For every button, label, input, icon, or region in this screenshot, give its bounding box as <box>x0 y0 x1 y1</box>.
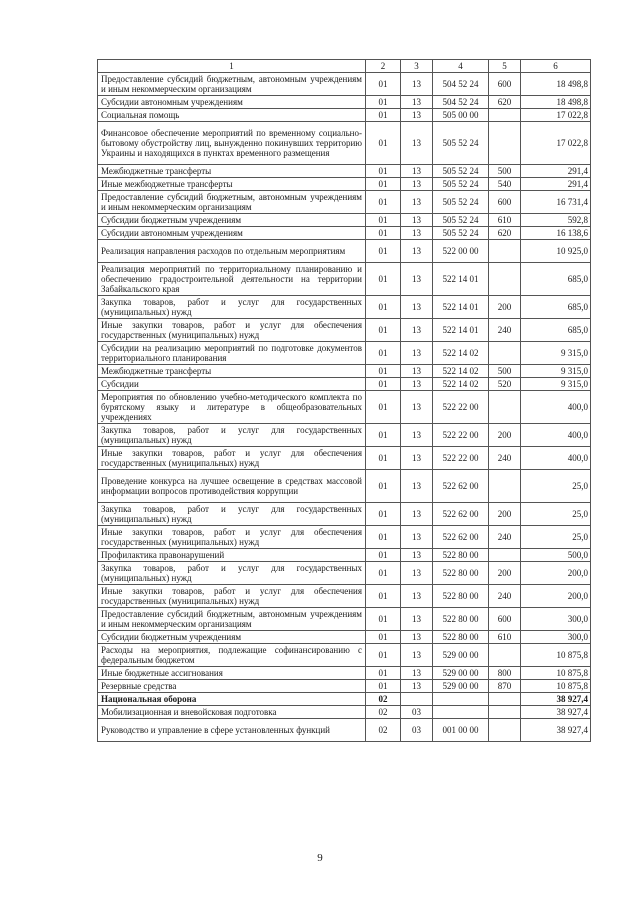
amount-cell: 16 731,4 <box>521 191 591 214</box>
amount-cell: 200,0 <box>521 562 591 585</box>
row-name-cell: Иные закупки товаров, работ и услуг для обеспечения государственных (муниципальных) нужд <box>98 319 366 342</box>
table-row <box>98 447 591 470</box>
target-article-cell: 522 62 00 <box>433 526 489 549</box>
section-code-cell: 02 <box>366 706 401 719</box>
expense-type-cell <box>489 549 521 562</box>
section-code-cell: 02 <box>366 719 401 742</box>
row-name-cell: Мероприятия по обновлению учебно-методического комплекта по бурятскому языку и литературе в общеобразовательных учреждениях <box>98 391 366 424</box>
amount-cell: 592,8 <box>521 214 591 227</box>
table-row <box>98 549 591 562</box>
subsection-code-cell: 13 <box>401 562 433 585</box>
amount-cell: 17 022,8 <box>521 109 591 122</box>
row-name-cell: Реализация мероприятий по территориальному планированию и обеспечению градостроительной деятельности на территории Забайкальского края <box>98 263 366 296</box>
expense-type-cell: 600 <box>489 191 521 214</box>
amount-cell: 685,0 <box>521 296 591 319</box>
subsection-code-cell: 13 <box>401 109 433 122</box>
amount-cell: 25,0 <box>521 470 591 503</box>
section-code-cell: 01 <box>366 240 401 263</box>
amount-cell: 685,0 <box>521 319 591 342</box>
target-article-cell: 529 00 00 <box>433 680 489 693</box>
subsection-code-cell: 13 <box>401 227 433 240</box>
subsection-code-cell: 13 <box>401 378 433 391</box>
amount-cell: 400,0 <box>521 447 591 470</box>
amount-cell: 400,0 <box>521 391 591 424</box>
expense-type-cell <box>489 122 521 165</box>
section-code-cell: 01 <box>366 178 401 191</box>
row-name-cell: Субсидии автономным учреждениям <box>98 227 366 240</box>
amount-cell: 25,0 <box>521 503 591 526</box>
target-article-cell: 504 52 24 <box>433 73 489 96</box>
row-name-cell: Предоставление субсидий бюджетным, автономным учреждениям и иным некоммерческим организациям <box>98 191 366 214</box>
expense-type-cell: 500 <box>489 165 521 178</box>
subsection-code-cell: 13 <box>401 608 433 631</box>
amount-cell: 38 927,4 <box>521 693 591 706</box>
section-code-cell: 01 <box>366 378 401 391</box>
section-code-cell: 01 <box>366 424 401 447</box>
target-article-cell: 522 80 00 <box>433 631 489 644</box>
table-row <box>98 680 591 693</box>
expense-type-cell <box>489 391 521 424</box>
subsection-code-cell: 13 <box>401 585 433 608</box>
row-name-cell: Предоставление субсидий бюджетным, автономным учреждениям и иным некоммерческим организациям <box>98 608 366 631</box>
row-name-cell: Финансовое обеспечение мероприятий по временному социально-бытовому обустройству лиц, вынужденно покинувших территорию Украины и находящихся в пунктах временного размещения <box>98 122 366 165</box>
section-code-cell: 01 <box>366 608 401 631</box>
subsection-code-cell: 13 <box>401 424 433 447</box>
expense-type-cell <box>489 109 521 122</box>
row-name-cell: Мобилизационная и вневойсковая подготовка <box>98 706 366 719</box>
amount-cell: 10 875,8 <box>521 680 591 693</box>
expense-type-cell: 600 <box>489 608 521 631</box>
target-article-cell: 522 22 00 <box>433 391 489 424</box>
target-article-cell: 505 52 24 <box>433 122 489 165</box>
subsection-code-cell: 13 <box>401 526 433 549</box>
amount-cell: 500,0 <box>521 549 591 562</box>
target-article-cell: 522 14 01 <box>433 296 489 319</box>
target-article-cell: 522 14 02 <box>433 378 489 391</box>
subsection-code-cell: 03 <box>401 719 433 742</box>
amount-cell: 38 927,4 <box>521 706 591 719</box>
table-row <box>98 178 591 191</box>
table-row <box>98 644 591 667</box>
table-row <box>98 693 591 706</box>
row-name-cell: Субсидии на реализацию мероприятий по подготовке документов территориального планирования <box>98 342 366 365</box>
target-article-cell: 522 14 02 <box>433 365 489 378</box>
target-article-cell: 522 80 00 <box>433 608 489 631</box>
table-row <box>98 122 591 165</box>
row-name-cell: Руководство и управление в сфере установленных функций <box>98 719 366 742</box>
amount-cell: 9 315,0 <box>521 378 591 391</box>
expense-type-cell: 620 <box>489 227 521 240</box>
table-row <box>98 191 591 214</box>
target-article-cell: 505 52 24 <box>433 214 489 227</box>
row-name-cell: Закупка товаров, работ и услуг для государственных (муниципальных) нужд <box>98 562 366 585</box>
row-name-cell: Резервные средства <box>98 680 366 693</box>
target-article-cell: 001 00 00 <box>433 719 489 742</box>
expense-type-cell <box>489 719 521 742</box>
target-article-cell: 522 00 00 <box>433 240 489 263</box>
amount-cell: 25,0 <box>521 526 591 549</box>
table-row <box>98 365 591 378</box>
table-row <box>98 667 591 680</box>
row-name-cell: Субсидии бюджетным учреждениям <box>98 214 366 227</box>
header-cell: 4 <box>433 60 489 73</box>
amount-cell: 10 925,0 <box>521 240 591 263</box>
amount-cell: 400,0 <box>521 424 591 447</box>
table-row <box>98 503 591 526</box>
row-name-cell: Субсидии бюджетным учреждениям <box>98 631 366 644</box>
section-code-cell: 01 <box>366 191 401 214</box>
subsection-code-cell: 13 <box>401 263 433 296</box>
subsection-code-cell: 13 <box>401 667 433 680</box>
expense-type-cell: 240 <box>489 447 521 470</box>
row-name-cell: Проведение конкурса на лучшее освещение в средствах массовой информации вопросов противодействия коррупции <box>98 470 366 503</box>
table-row <box>98 585 591 608</box>
section-code-cell: 01 <box>366 73 401 96</box>
expense-type-cell <box>489 693 521 706</box>
subsection-code-cell: 13 <box>401 549 433 562</box>
target-article-cell: 522 14 01 <box>433 319 489 342</box>
row-name-cell: Субсидии <box>98 378 366 391</box>
section-code-cell: 01 <box>366 165 401 178</box>
table-row <box>98 240 591 263</box>
table-row <box>98 165 591 178</box>
expense-type-cell: 500 <box>489 365 521 378</box>
subsection-code-cell: 13 <box>401 365 433 378</box>
target-article-cell <box>433 693 489 706</box>
table-row <box>98 378 591 391</box>
table-row <box>98 608 591 631</box>
amount-cell: 18 498,8 <box>521 96 591 109</box>
section-code-cell: 01 <box>366 391 401 424</box>
expense-type-cell: 620 <box>489 96 521 109</box>
subsection-code-cell: 13 <box>401 296 433 319</box>
target-article-cell: 505 52 24 <box>433 165 489 178</box>
subsection-code-cell: 13 <box>401 447 433 470</box>
amount-cell: 18 498,8 <box>521 73 591 96</box>
amount-cell: 10 875,8 <box>521 644 591 667</box>
expense-type-cell: 240 <box>489 526 521 549</box>
table-row <box>98 73 591 96</box>
header-cell: 3 <box>401 60 433 73</box>
section-code-cell: 01 <box>366 644 401 667</box>
expense-type-cell: 870 <box>489 680 521 693</box>
section-code-cell: 01 <box>366 631 401 644</box>
subsection-code-cell: 13 <box>401 680 433 693</box>
expense-type-cell: 200 <box>489 562 521 585</box>
subsection-code-cell: 13 <box>401 342 433 365</box>
section-code-cell: 01 <box>366 526 401 549</box>
amount-cell: 10 875,8 <box>521 667 591 680</box>
amount-cell: 291,4 <box>521 165 591 178</box>
target-article-cell: 522 22 00 <box>433 424 489 447</box>
row-name-cell: Иные закупки товаров, работ и услуг для обеспечения государственных (муниципальных) нужд <box>98 526 366 549</box>
section-code-cell: 01 <box>366 214 401 227</box>
expense-type-cell <box>489 706 521 719</box>
target-article-cell: 529 00 00 <box>433 667 489 680</box>
section-code-cell: 01 <box>366 319 401 342</box>
amount-cell: 300,0 <box>521 608 591 631</box>
section-code-cell: 01 <box>366 667 401 680</box>
table-row <box>98 296 591 319</box>
section-code-cell: 02 <box>366 693 401 706</box>
subsection-code-cell: 13 <box>401 644 433 667</box>
expense-type-cell: 200 <box>489 503 521 526</box>
section-code-cell: 01 <box>366 365 401 378</box>
target-article-cell: 522 80 00 <box>433 549 489 562</box>
expense-type-cell: 600 <box>489 73 521 96</box>
expense-type-cell: 800 <box>489 667 521 680</box>
amount-cell: 17 022,8 <box>521 122 591 165</box>
row-name-cell: Иные закупки товаров, работ и услуг для обеспечения государственных (муниципальных) нужд <box>98 585 366 608</box>
amount-cell: 38 927,4 <box>521 719 591 742</box>
table-row <box>98 391 591 424</box>
section-code-cell: 01 <box>366 342 401 365</box>
section-code-cell: 01 <box>366 447 401 470</box>
row-name-cell: Закупка товаров, работ и услуг для государственных (муниципальных) нужд <box>98 424 366 447</box>
row-name-cell: Предоставление субсидий бюджетным, автономным учреждениям и иным некоммерческим организациям <box>98 73 366 96</box>
target-article-cell: 522 80 00 <box>433 585 489 608</box>
target-article-cell: 522 14 02 <box>433 342 489 365</box>
expense-type-cell: 520 <box>489 378 521 391</box>
subsection-code-cell: 13 <box>401 391 433 424</box>
expense-type-cell: 540 <box>489 178 521 191</box>
subsection-code-cell: 13 <box>401 122 433 165</box>
section-code-cell: 01 <box>366 96 401 109</box>
budget-table <box>97 59 591 742</box>
table-row <box>98 96 591 109</box>
header-cell: 6 <box>521 60 591 73</box>
amount-cell: 685,0 <box>521 263 591 296</box>
header-cell: 1 <box>98 60 366 73</box>
table-row <box>98 719 591 742</box>
section-code-cell: 01 <box>366 680 401 693</box>
amount-cell: 200,0 <box>521 585 591 608</box>
table-row <box>98 562 591 585</box>
target-article-cell: 505 00 00 <box>433 109 489 122</box>
row-name-cell: Расходы на мероприятия, подлежащие софинансированию с федеральным бюджетом <box>98 644 366 667</box>
expense-type-cell: 240 <box>489 319 521 342</box>
row-name-cell: Иные закупки товаров, работ и услуг для обеспечения государственных (муниципальных) нужд <box>98 447 366 470</box>
target-article-cell: 522 14 01 <box>433 263 489 296</box>
target-article-cell: 522 80 00 <box>433 562 489 585</box>
amount-cell: 9 315,0 <box>521 342 591 365</box>
subsection-code-cell: 13 <box>401 503 433 526</box>
expense-type-cell: 240 <box>489 585 521 608</box>
target-article-cell: 505 52 24 <box>433 227 489 240</box>
row-name-cell: Иные бюджетные ассигнования <box>98 667 366 680</box>
target-article-cell: 505 52 24 <box>433 191 489 214</box>
table-row <box>98 263 591 296</box>
table-row <box>98 214 591 227</box>
subsection-code-cell: 13 <box>401 96 433 109</box>
subsection-code-cell: 13 <box>401 191 433 214</box>
expense-type-cell: 200 <box>489 296 521 319</box>
expense-type-cell <box>489 644 521 667</box>
header-cell: 5 <box>489 60 521 73</box>
section-code-cell: 01 <box>366 585 401 608</box>
target-article-cell <box>433 706 489 719</box>
row-name-cell: Межбюджетные трансферты <box>98 165 366 178</box>
table-row <box>98 470 591 503</box>
row-name-cell: Профилактика правонарушений <box>98 549 366 562</box>
subsection-code-cell: 13 <box>401 240 433 263</box>
section-code-cell: 01 <box>366 549 401 562</box>
subsection-code-cell: 13 <box>401 470 433 503</box>
table-row <box>98 706 591 719</box>
table-row <box>98 319 591 342</box>
section-code-cell: 01 <box>366 470 401 503</box>
row-name-cell: Иные межбюджетные трансферты <box>98 178 366 191</box>
row-name-cell: Закупка товаров, работ и услуг для государственных (муниципальных) нужд <box>98 296 366 319</box>
expense-type-cell <box>489 470 521 503</box>
subsection-code-cell <box>401 693 433 706</box>
target-article-cell: 505 52 24 <box>433 178 489 191</box>
subsection-code-cell: 13 <box>401 178 433 191</box>
table-header-row <box>98 60 591 73</box>
row-name-cell: Национальная оборона <box>98 693 366 706</box>
amount-cell: 300,0 <box>521 631 591 644</box>
row-name-cell: Субсидии автономным учреждениям <box>98 96 366 109</box>
expense-type-cell <box>489 240 521 263</box>
section-code-cell: 01 <box>366 296 401 319</box>
row-name-cell: Межбюджетные трансферты <box>98 365 366 378</box>
section-code-cell: 01 <box>366 227 401 240</box>
row-name-cell: Реализация направления расходов по отдельным мероприятиям <box>98 240 366 263</box>
table-row <box>98 526 591 549</box>
expense-type-cell: 610 <box>489 214 521 227</box>
target-article-cell: 504 52 24 <box>433 96 489 109</box>
table-row <box>98 424 591 447</box>
subsection-code-cell: 13 <box>401 165 433 178</box>
section-code-cell: 01 <box>366 263 401 296</box>
table-row <box>98 631 591 644</box>
amount-cell: 16 138,6 <box>521 227 591 240</box>
target-article-cell: 529 00 00 <box>433 644 489 667</box>
section-code-cell: 01 <box>366 503 401 526</box>
table-row <box>98 342 591 365</box>
target-article-cell: 522 62 00 <box>433 470 489 503</box>
section-code-cell: 01 <box>366 122 401 165</box>
section-code-cell: 01 <box>366 109 401 122</box>
amount-cell: 9 315,0 <box>521 365 591 378</box>
target-article-cell: 522 22 00 <box>433 447 489 470</box>
table-row <box>98 227 591 240</box>
table-row <box>98 109 591 122</box>
subsection-code-cell: 13 <box>401 73 433 96</box>
row-name-cell: Социальная помощь <box>98 109 366 122</box>
expense-type-cell: 200 <box>489 424 521 447</box>
amount-cell: 291,4 <box>521 178 591 191</box>
subsection-code-cell: 03 <box>401 706 433 719</box>
subsection-code-cell: 13 <box>401 319 433 342</box>
expense-type-cell <box>489 263 521 296</box>
section-code-cell: 01 <box>366 562 401 585</box>
target-article-cell: 522 62 00 <box>433 503 489 526</box>
row-name-cell: Закупка товаров, работ и услуг для государственных (муниципальных) нужд <box>98 503 366 526</box>
expense-type-cell: 610 <box>489 631 521 644</box>
page-number: 9 <box>317 852 323 864</box>
subsection-code-cell: 13 <box>401 631 433 644</box>
subsection-code-cell: 13 <box>401 214 433 227</box>
header-cell: 2 <box>366 60 401 73</box>
expense-type-cell <box>489 342 521 365</box>
